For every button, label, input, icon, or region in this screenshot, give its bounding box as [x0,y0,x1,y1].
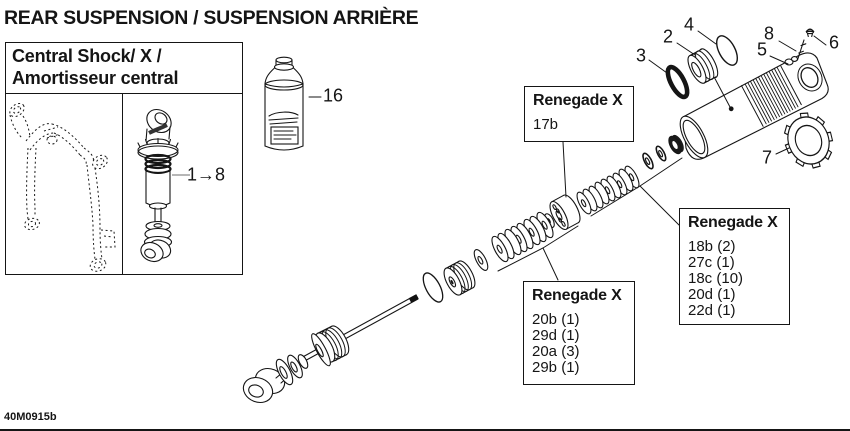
assembly-range-label: 1→8 [186,164,226,185]
central-shock-inset-box [5,42,243,275]
part-ref-item: 20d (1) [688,286,736,303]
callout-2: 2 [662,26,674,47]
variant-box-title: Renegade X [532,287,622,304]
part-ref-item: 18b (2) [688,238,736,255]
page-title: REAR SUSPENSION / SUSPENSION ARRIÈRE [4,7,419,29]
inset-title [6,43,242,94]
variant-box-piston [524,86,634,142]
piston-band-part [440,258,478,297]
upper-shim-group [574,133,686,216]
variant-box-title: Renegade X [688,214,778,231]
part-ref-item: 20b (1) [532,311,580,328]
inset-cell-divider [122,93,123,275]
o-ring-3-part [664,64,691,99]
screw-6-part [806,29,813,37]
callout-6: 6 [828,32,840,53]
callout-16: 16 [322,85,344,106]
shock-rod-assembly [240,295,418,407]
glide-ring-part [419,270,446,305]
figure-code: 40M0915b [4,411,57,423]
variant-box-lower-shims [523,281,635,385]
inset-title-line1: Central Shock/ X / [12,46,162,66]
part-ref-item: 20a (3) [532,343,580,360]
part-ref-item: 27c (1) [688,254,735,271]
upper-shim-stack [574,164,641,216]
lower-shim-stack [489,210,556,264]
callout-4: 4 [683,14,695,35]
o-ring-4-part [712,33,741,69]
part-ref-item: 18c (10) [688,270,744,287]
callout-8: 8 [763,23,775,44]
seal-head-parts [664,33,742,100]
variant-box-title: Renegade X [533,92,623,109]
preload-collar-part [309,323,353,368]
variant-box-upper-shims [679,208,790,325]
callout-3: 3 [635,45,647,66]
oil-bottle-drawing [265,57,303,150]
part-ref-item: 22d (1) [688,302,736,319]
part-ref-item: 17b [533,116,559,133]
callout-7: 7 [761,147,773,168]
inset-title-line2: Amortisseur central [12,68,179,88]
part-ref-item: 29d (1) [532,327,580,344]
part-ref-item: 29b (1) [532,359,580,376]
callout-5: 5 [756,39,768,60]
